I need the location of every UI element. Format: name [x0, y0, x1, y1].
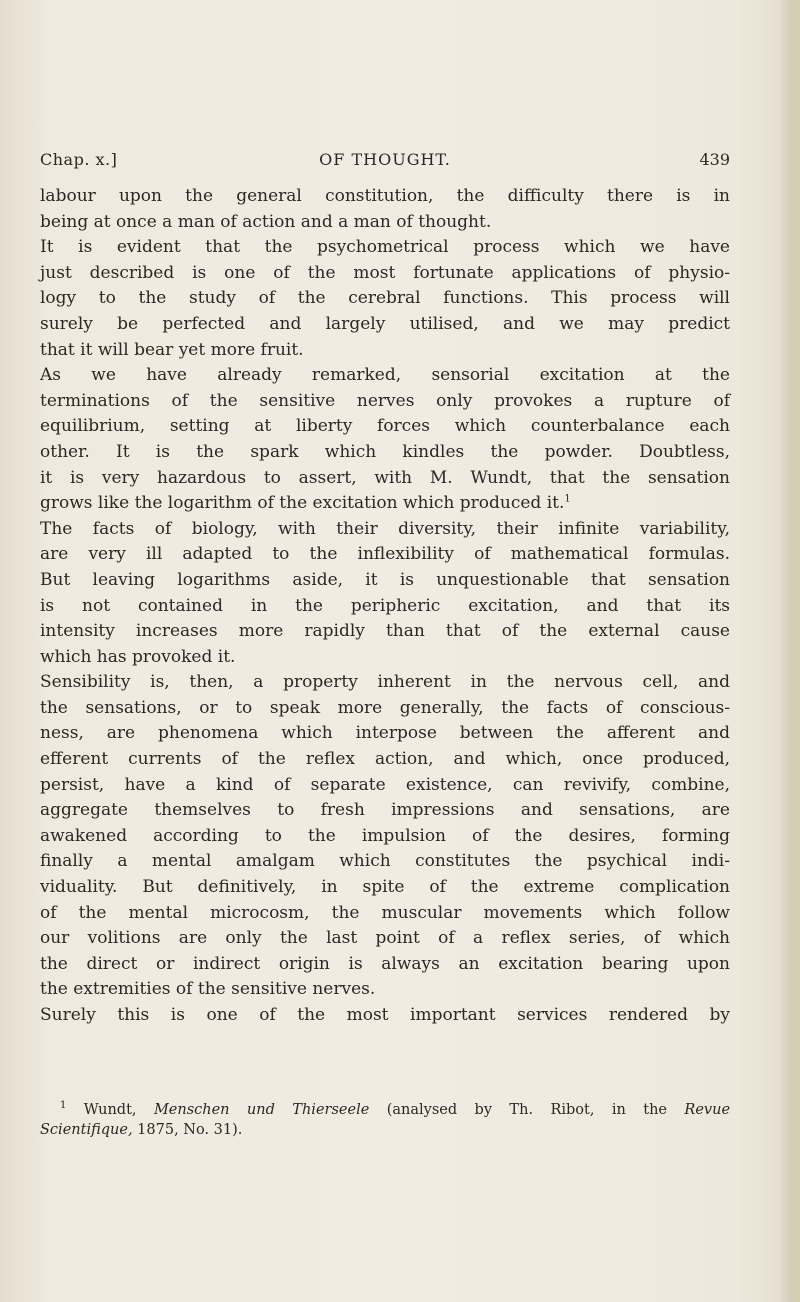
page-number: 439 — [699, 150, 730, 169]
text-line: As we have already remarked, sensorial excitation at the — [40, 365, 730, 386]
text-line: finally a mental amalgam which constitutes the psychical indi- — [40, 851, 730, 872]
page-edge-shadow — [778, 0, 800, 1302]
text-line: being at once a man of action and a man of thought. — [40, 211, 492, 232]
text-line: The facts of biology, with their diversity, their infinite variability, — [40, 518, 730, 539]
footnote-text: (analysed by Th. Ribot, in the — [386, 1102, 667, 1118]
text-line: terminations of the sensitive nerves only provokes a rupture of — [40, 390, 730, 411]
text-line: are very ill adapted to the inflexibility of mathematical formulas. — [40, 544, 730, 565]
footnote-journal: Revue — [684, 1102, 731, 1118]
text-line: that it will bear yet more fruit. — [40, 339, 304, 360]
footnote-title: Menschen und Thierseele — [153, 1102, 370, 1118]
footnotes — [40, 1100, 730, 1140]
body-text — [40, 184, 730, 1029]
text-line: grows like the logarithm of the excitation which produced it. — [40, 493, 565, 514]
text-line: is not contained in the peripheric excitation, and that its — [40, 595, 730, 616]
text-line: which has provoked it. — [40, 646, 236, 667]
text-line: equilibrium, setting at liberty forces which counterbalance each — [40, 416, 730, 437]
running-title: OF THOUGHT. — [319, 150, 451, 169]
text-line: It is evident that the psychometrical process which we have — [40, 237, 730, 258]
text-line: persist, have a kind of separate existence, can revivify, combine, — [40, 774, 730, 795]
text-line: ness, are phenomena which interpose between the afferent and — [40, 723, 730, 744]
text-line: awakened according to the impulsion of the desires, forming — [40, 825, 730, 846]
footnote-text: 1875, No. 31). — [137, 1122, 243, 1138]
text-line: just described is one of the most fortunate applications of physio- — [40, 262, 730, 283]
text-line: efferent currents of the reflex action, and which, once produced, — [40, 749, 730, 770]
text-line: it is very hazardous to assert, with M. Wundt, that the sensation — [40, 467, 730, 488]
chapter-label: Chap. x.] — [40, 150, 118, 169]
footnote-author: Wundt, — [83, 1102, 137, 1118]
footnote-journal: Scientifique, — [40, 1122, 133, 1138]
text-line: other. It is the spark which kindles the powder. Doubtless, — [40, 441, 730, 462]
text-line: surely be perfected and largely utilised, and we may predict — [40, 313, 730, 334]
text-line-with-footnote-ref — [40, 491, 730, 517]
text-line: Surely this is one of the most important services rendered by — [40, 1005, 730, 1025]
text-line: aggregate themselves to fresh impressions and sensations, are — [40, 800, 730, 821]
text-line: our volitions are only the last point of a reflex series, of which — [40, 928, 730, 949]
footnote-reference: 1 — [564, 493, 571, 505]
text-line: the direct or indirect origin is always an excitation bearing upon — [40, 953, 730, 974]
footnote-line — [40, 1100, 730, 1120]
footnote-line — [40, 1120, 730, 1140]
text-line: viduality. But definitively, in spite of the extreme complication — [40, 877, 730, 898]
text-line: the extremities of the sensitive nerves. — [40, 979, 376, 1000]
text-line: the sensations, or to speak more generally, the facts of conscious- — [40, 697, 730, 718]
text-line: Sensibility is, then, a property inherent in the nervous cell, and — [40, 672, 730, 693]
text-line: intensity increases more rapidly than that of the external cause — [40, 621, 730, 642]
text-line: labour upon the general constitution, the difficulty there is in — [40, 186, 730, 206]
text-line: But leaving logarithms aside, it is unquestionable that sensation — [40, 569, 730, 590]
footnote-marker: 1 — [60, 1100, 67, 1112]
text-line: of the mental microcosm, the muscular movements which follow — [40, 902, 730, 923]
running-header — [40, 150, 730, 180]
text-line: logy to the study of the cerebral functions. This process will — [40, 288, 730, 309]
